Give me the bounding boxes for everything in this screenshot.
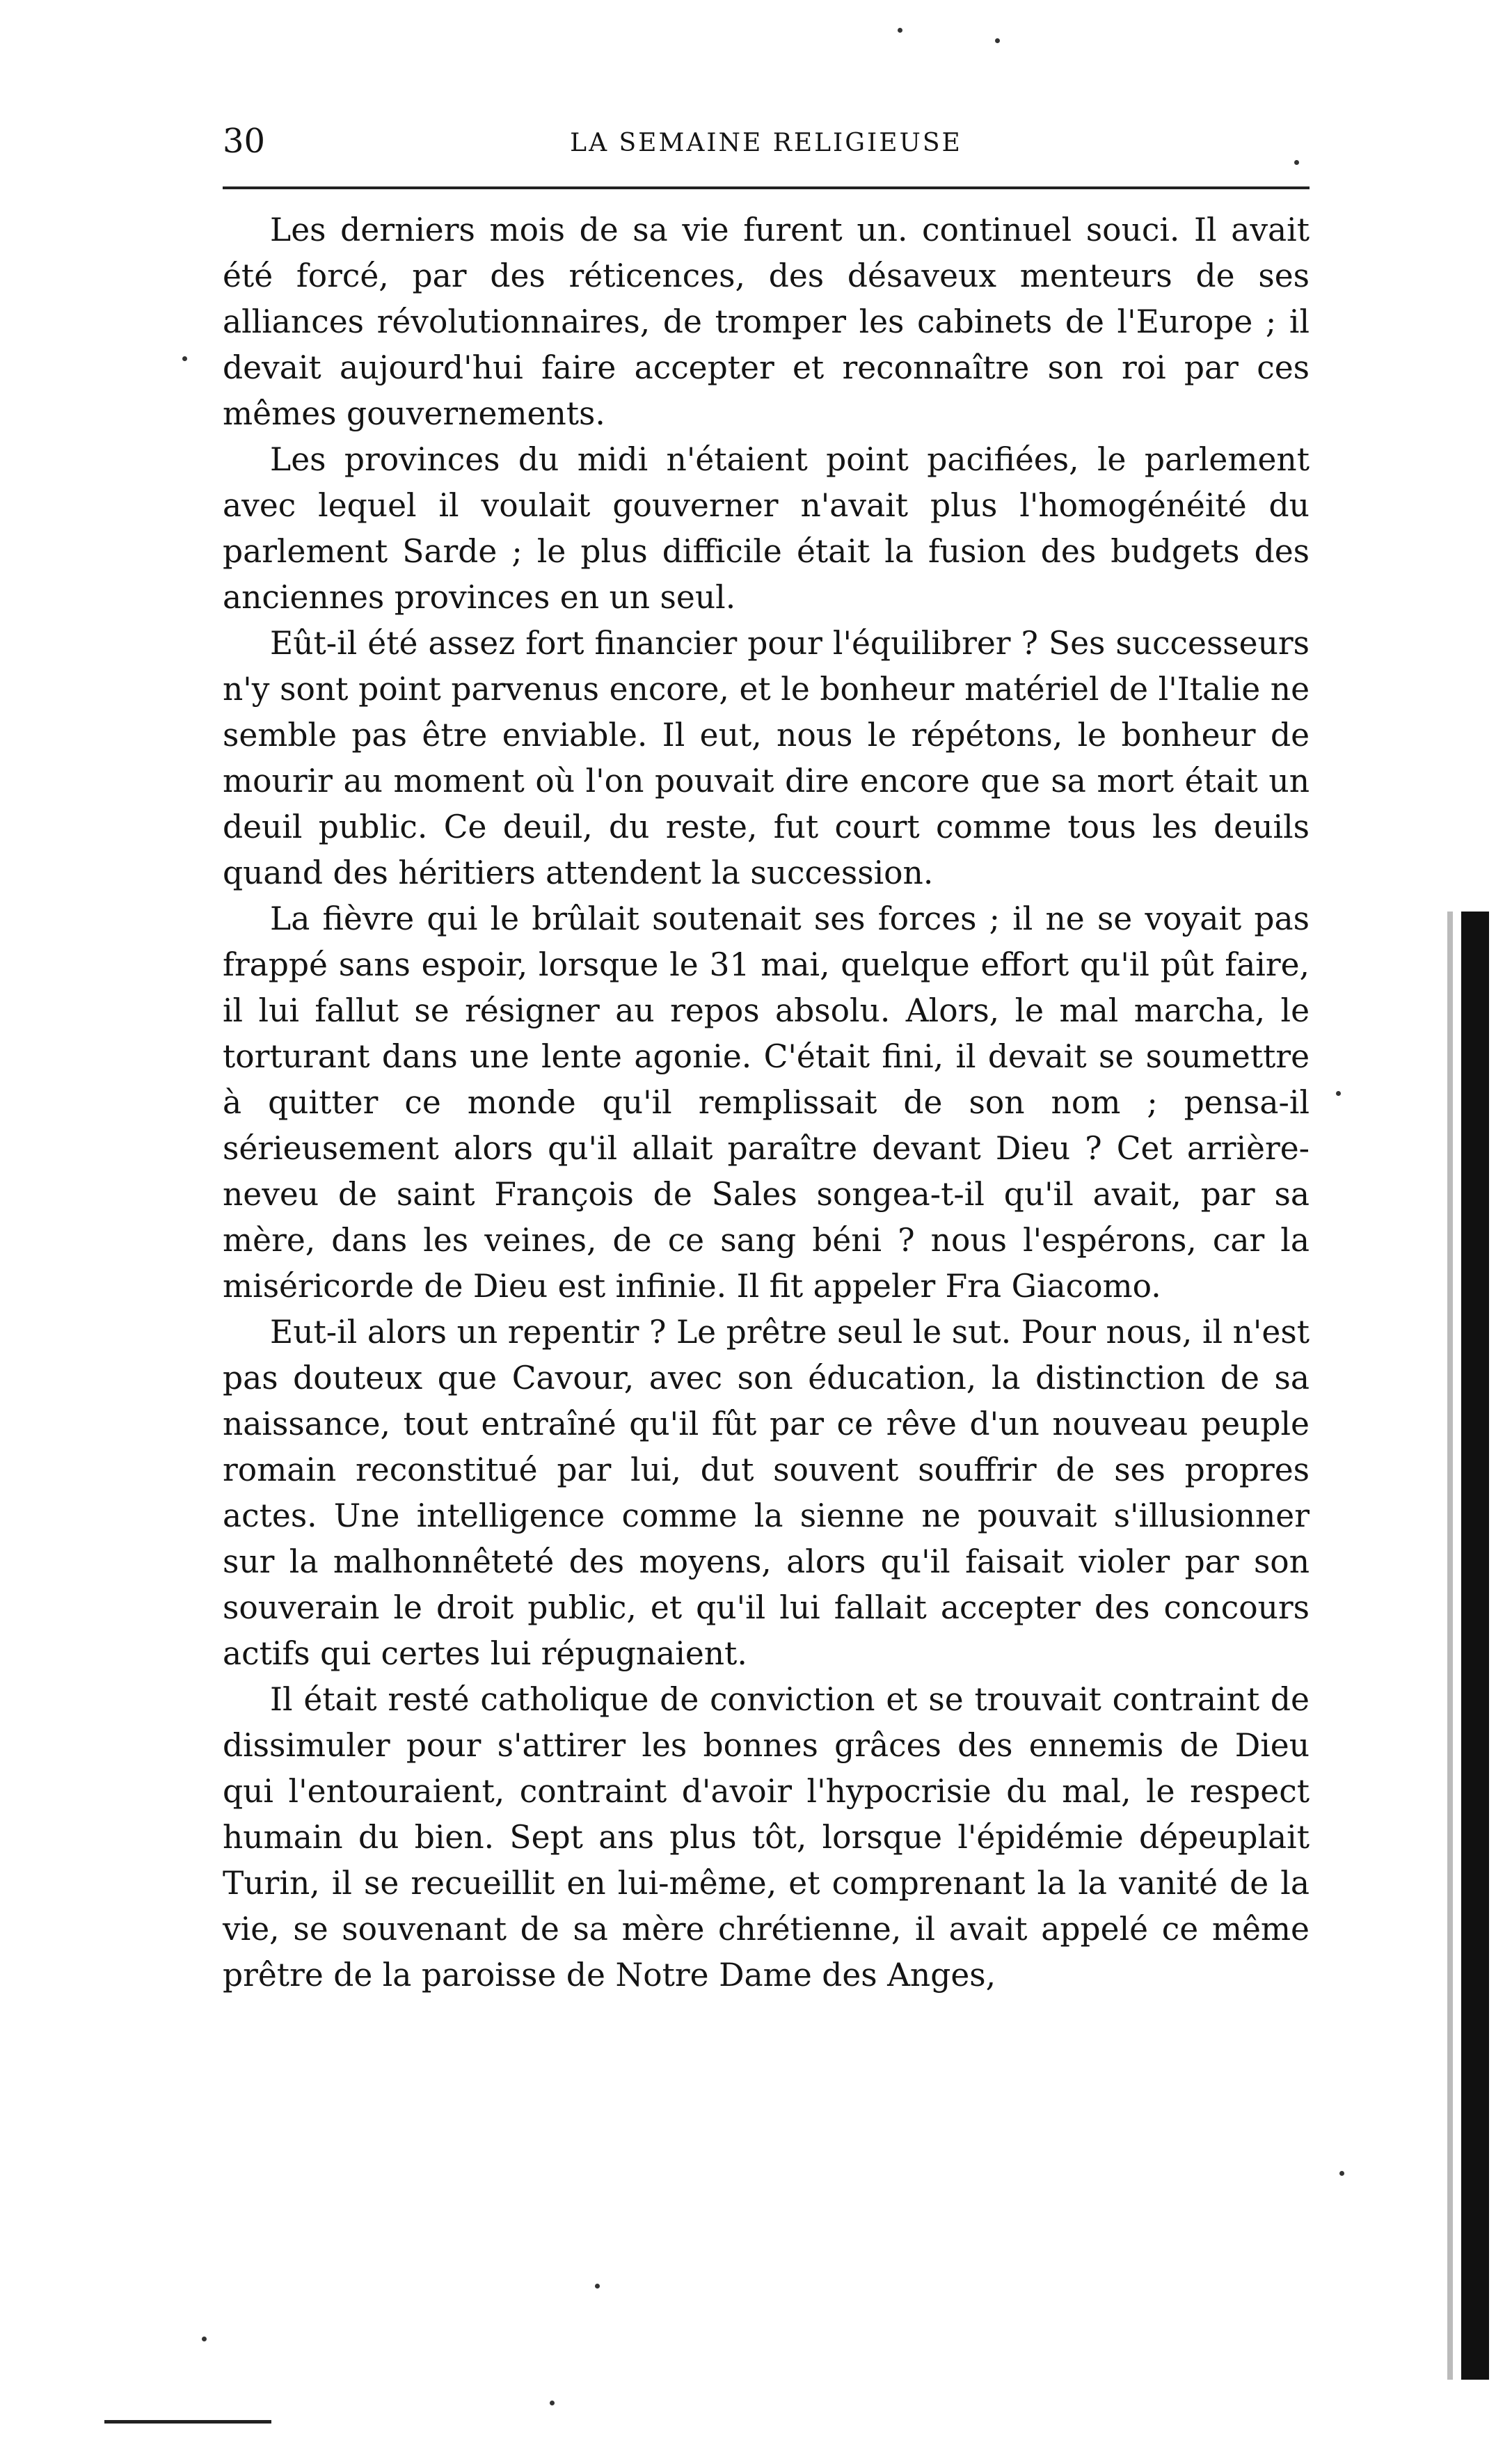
scan-speck xyxy=(1339,2171,1344,2176)
scan-speck xyxy=(182,356,187,361)
scan-speck xyxy=(1294,160,1299,165)
running-title: LA SEMAINE RELIGIEUSE xyxy=(570,129,962,157)
page-number: 30 xyxy=(223,122,266,161)
scan-margin-shadow xyxy=(1447,912,1453,2380)
page-header xyxy=(223,117,1310,166)
body-text xyxy=(223,207,1310,1998)
scan-speck xyxy=(595,2284,600,2289)
paragraph: Les derniers mois de sa vie furent un. continuel souci. Il avait été forcé, par des réticences, des désaveux menteurs de ses alliances révolutionnaires, de tromper les cabinets de l'Europe ; il devait aujourd'hui faire accepter et reconnaître son roi par ces mêmes gouvernements. xyxy=(223,212,1310,432)
paragraph: Eut-il alors un repentir ? Le prêtre seul le sut. Pour nous, il n'est pas douteux que Cavour, avec son éducation, la distinction de sa naissance, tout entraîné qu'il fût par ce rêve d'un nouveau peuple romain reconstitué par lui, dut souvent souffrir de ses propres actes. Une intelligence comme la sienne ne pouvait s'illusionner sur la malhonnêteté des moyens, alors qu'il faisait violer par son souverain le droit public, et qu'il lui fallait accepter des concours actifs qui certes lui répugnaient. xyxy=(223,1314,1310,1672)
scan-speck xyxy=(202,2337,207,2341)
paragraph: Eût-il été assez fort financier pour l'équilibrer ? Ses successeurs n'y sont point parvenus encore, et le bonheur matériel de l'Italie ne semble pas être enviable. Il eut, nous le répétons, le bonheur de mourir au moment où l'on pouvait dire encore que sa mort était un deuil public. Ce deuil, du reste, fut court comme tous les deuils quand des héritiers attendent la succession. xyxy=(223,625,1310,891)
scan-margin-edge xyxy=(1461,912,1489,2380)
scan-speck xyxy=(1336,1091,1341,1096)
paragraph: Il était resté catholique de conviction et se trouvait contraint de dissimuler pour s'attirer les bonnes grâces des ennemis de Dieu qui l'entouraient, contraint d'avoir l'hypocrisie du mal, le respect humain du bien. Sept ans plus tôt, lorsque l'épidémie dépeuplait Turin, il se recueillit en lui-même, et comprenant la la vanité de la vie, se souvenant de sa mère chrétienne, il avait appelé ce même prêtre de la paroisse de Notre Dame des Anges, xyxy=(223,1681,1310,1994)
paragraph: La fièvre qui le brûlait soutenait ses forces ; il ne se voyait pas frappé sans espoir, lorsque le 31 mai, quelque effort qu'il pût faire, il lui fallut se résigner au repos absolu. Alors, le mal marcha, le torturant dans une lente agonie. C'était fini, il devait se soumettre à quitter ce monde qu'il remplissait de son nom ; pensa-il sérieusement alors qu'il allait paraître devant Dieu ? Cet arrière-neveu de saint François de Sales songea-t-il qu'il avait, par sa mère, dans les veines, de ce sang béni ? nous l'espérons, car la miséricorde de Dieu est infinie. Il fit appeler Fra Giacomo. xyxy=(223,900,1310,1305)
scan-bottom-mark xyxy=(104,2420,271,2424)
scan-speck xyxy=(995,38,1000,43)
scan-speck xyxy=(898,28,902,33)
paragraph: Les provinces du midi n'étaient point pacifiées, le parlement avec lequel il voulait gouverner n'avait plus l'homogénéité du parlement Sarde ; le plus difficile était la fusion des budgets des anciennes provinces en un seul. xyxy=(223,441,1310,616)
scan-speck xyxy=(550,2401,555,2405)
header-rule xyxy=(223,186,1310,189)
